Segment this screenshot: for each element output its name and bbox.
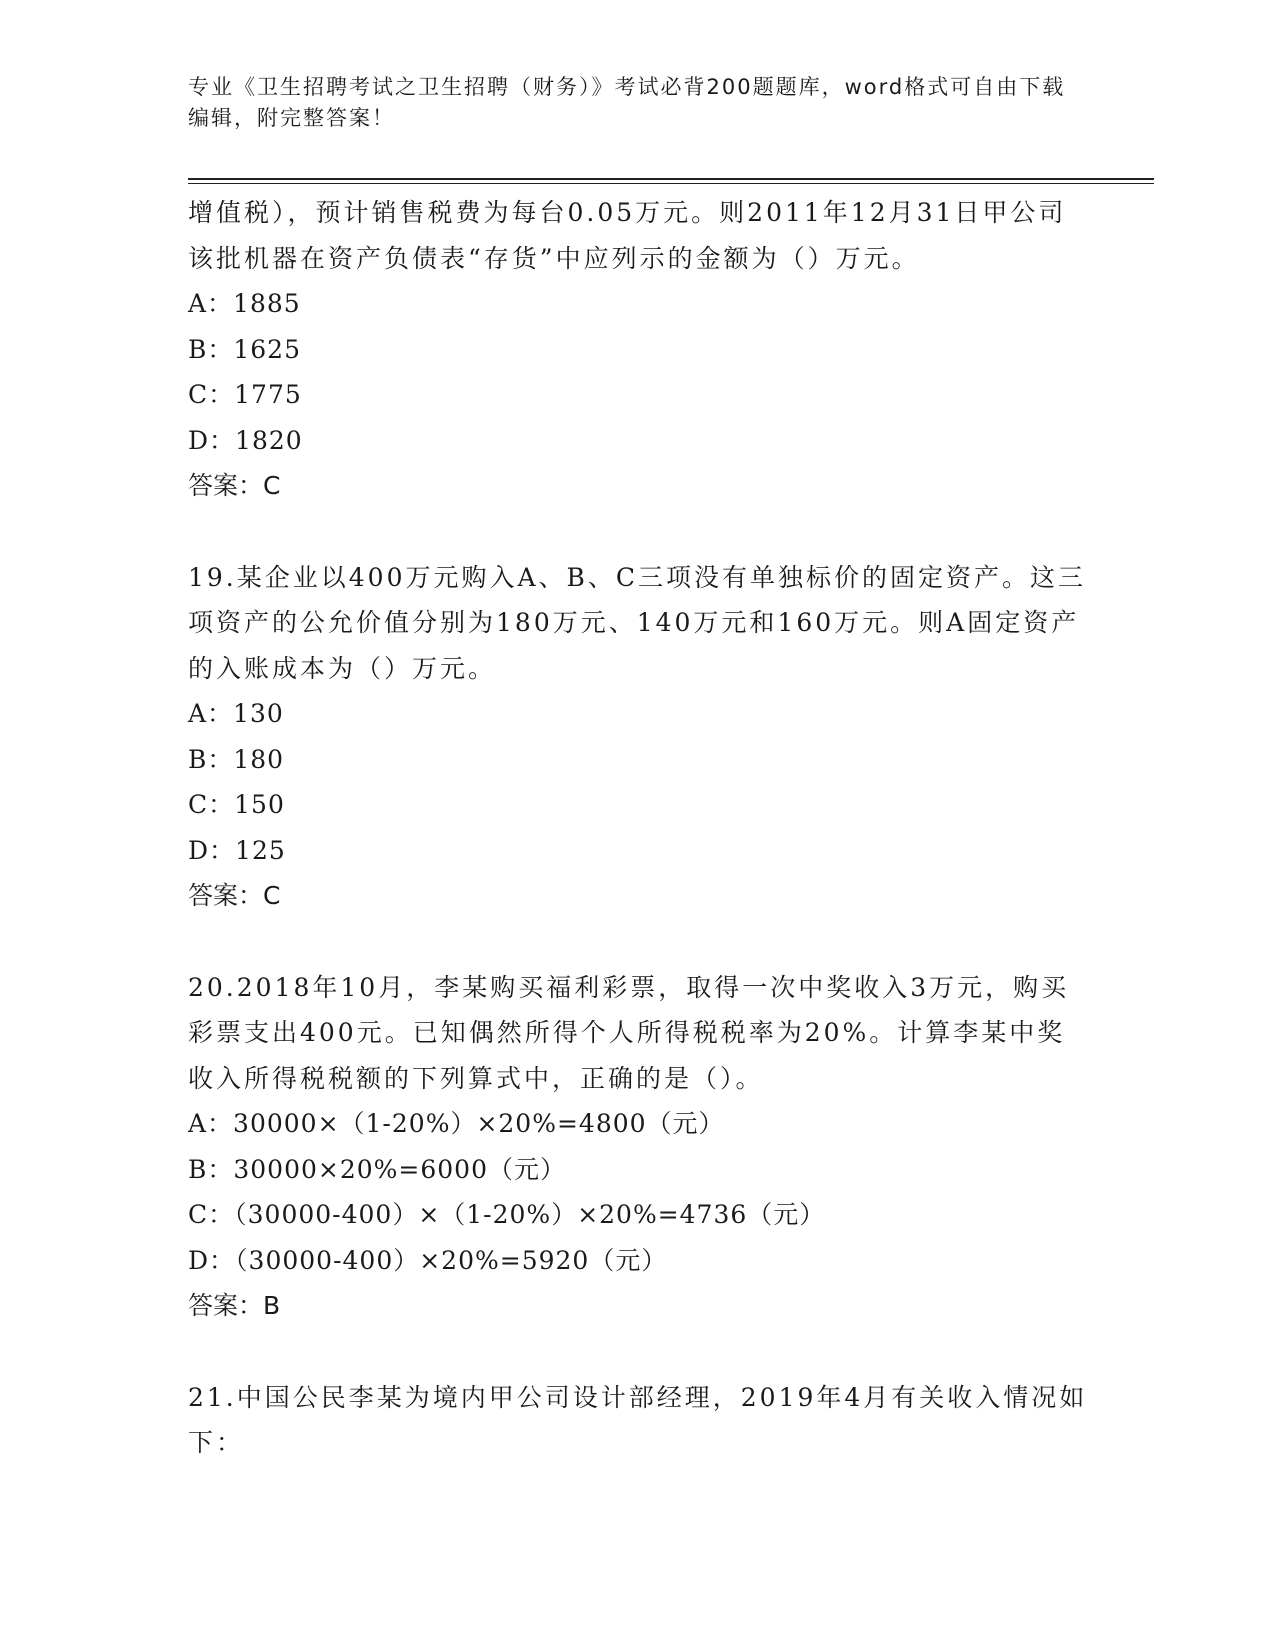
option-c: C：1775 (188, 380, 302, 409)
option-b: B：180 (188, 744, 285, 774)
option-b: B：30000×20%=6000（元） (188, 1154, 566, 1184)
option-c: C：（30000-400）×（1-20%）×20%=4736（元） (188, 1200, 826, 1229)
option-a: A：1885 (188, 289, 301, 318)
document-header-title: 专业《卫生招聘考试之卫生招聘（财务）》考试必背200题题库，word格式可自由下载编辑，附完整答案！ (188, 75, 1066, 130)
question-list (188, 190, 1088, 1466)
question-block-18 (188, 190, 1088, 509)
option-d: D：（30000-400）×20%=5920（元） (188, 1245, 668, 1275)
question-block-20 (188, 965, 1088, 1329)
option-d: D：1820 (188, 425, 303, 455)
answer-line: 答案：C (188, 471, 281, 500)
question-block-19 (188, 555, 1088, 919)
question-text: 19.某企业以400万元购入A、B、C三项没有单独标价的固定资产。这三项资产的公允价值分别为180万元、140万元和160万元。则A固定资产的入账成本为（）万元。 (188, 562, 1087, 683)
answer-line: 答案：C (188, 881, 281, 910)
question-block-21 (188, 1375, 1088, 1466)
header-divider-thin (188, 183, 1154, 184)
option-d: D：125 (188, 835, 286, 865)
option-b: B：1625 (188, 334, 301, 364)
question-text: 21.中国公民李某为境内甲公司设计部经理，2019年4月有关收入情况如下： (188, 1382, 1088, 1457)
option-a: A：130 (188, 699, 284, 728)
header-divider-thick (188, 178, 1154, 180)
option-a: A：30000×（1-20%）×20%=4800（元） (188, 1109, 725, 1138)
option-c: C：150 (188, 790, 285, 819)
question-text: 20.2018年10月，李某购买福利彩票，取得一次中奖收入3万元，购买彩票支出400元。已知偶然所得个人所得税税率为20%。计算李某中奖收入所得税税额的下列算式中，正确的是（）。 (188, 972, 1070, 1093)
answer-line: 答案：B (188, 1291, 281, 1320)
question-text: 增值税），预计销售税费为每台0.05万元。则2011年12月31日甲公司该批机器在资产负债表“存货”中应列示的金额为（）万元。 (188, 198, 1067, 273)
